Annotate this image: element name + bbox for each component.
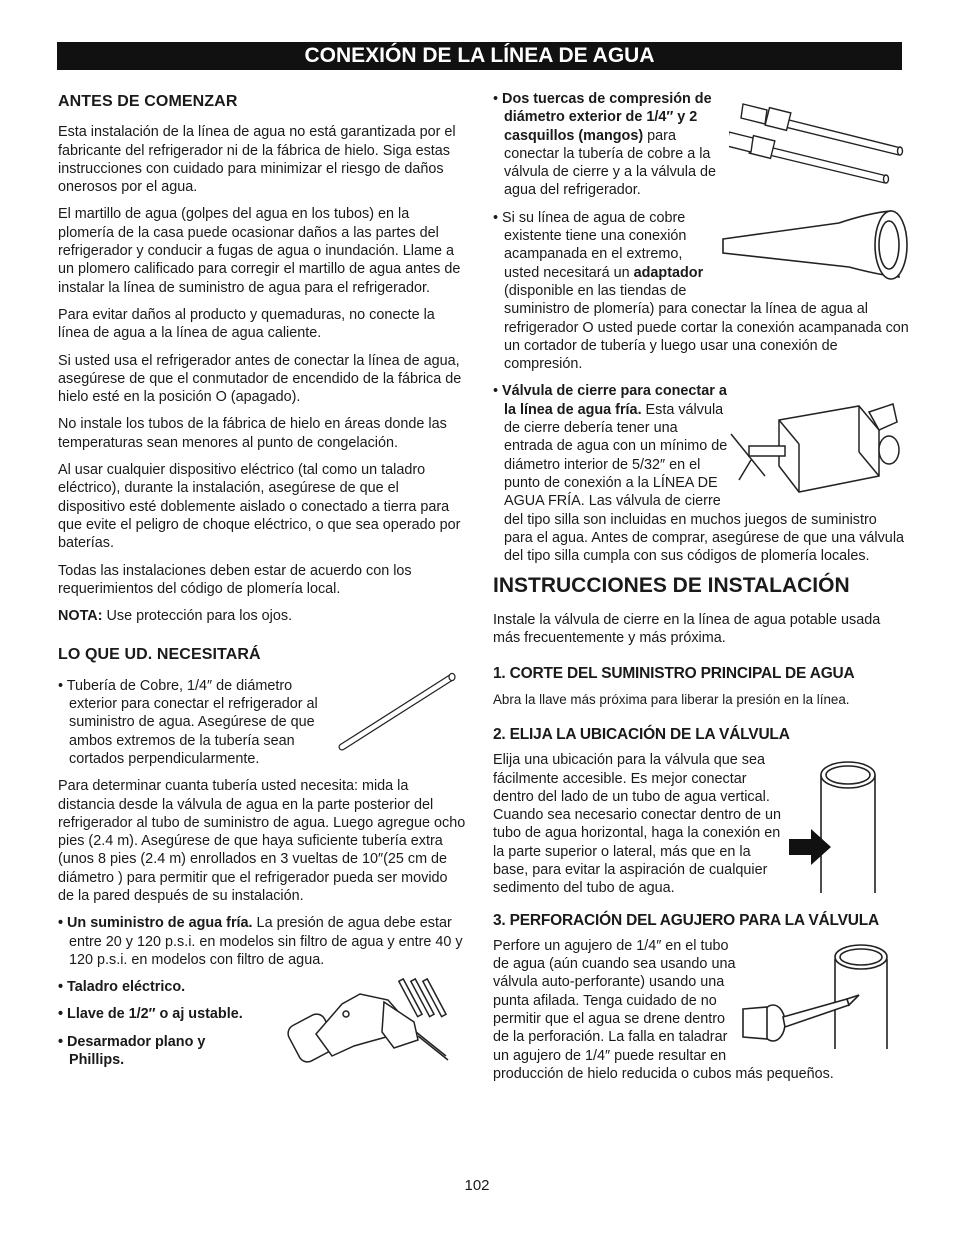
before-heading: ANTES DE COMENZAR bbox=[58, 93, 238, 110]
flared-adapter-label: adaptador bbox=[633, 264, 704, 281]
flared-adapter-item: • Si su línea de agua de cobre existente tiene una conexión acampanada en el extremo, usted necesitará un adaptador (disponible en las tiendas de suministro de plomería) para conectar la línea de agua al refrigerador O usted puede cortar la conexión acampanada con un cortador de tubería y luego usar una conexión de compresión. bbox=[493, 209, 909, 373]
paragraph-tube-length: Para determinar cuanta tubería usted necesita: mida la distancia desde la válvula de agua en la parte posterior del refrigerador al tubo de suministro de agua. Luego agregue ocho pies (2.4 m). Asegúrese de que haya suficiente tubería extra (unos 8 pies (2.4 m) enrollados en 3 vueltas de 10″(25 cm de diámetro ) para permitir que el refrigerador pueda ser movido de la pared después de su instalación. bbox=[58, 778, 466, 904]
paragraph-hot-water: Para evitar daños al producto y quemaduras, no conecte la línea de agua a la línea de agua caliente. bbox=[58, 306, 435, 342]
compression-nuts-item: • Dos tuercas de compresión de diámetro exterior de 1/4″ y 2 casquillos (mangos) para conectar la tubería de cobre a la válvula de cierre y a la válvula de agua del refrigerador. bbox=[493, 91, 716, 199]
paragraph-icemaker-switch: Si usted usa el refrigerador antes de conectar la línea de agua, asegúrese de que el conmutador de encendido de la fábrica de hielo esté en la posición O (apagado). bbox=[58, 352, 462, 406]
note-text: Use protección para los ojos. bbox=[102, 608, 293, 625]
drill-bit-pipe-illustration bbox=[737, 939, 909, 1049]
note-label: NOTA: bbox=[58, 608, 103, 625]
paragraph-freezing: No instale los tubos de la fábrica de hielo en áreas donde las temperaturas sean menores al punto de congelación. bbox=[58, 416, 447, 451]
shutoff-valve-label: Válvula de cierre para conectar a la línea de agua fría. bbox=[502, 383, 727, 418]
note bbox=[58, 607, 466, 625]
need-heading: LO QUE UD. NECESITARÁ bbox=[58, 646, 261, 664]
step2-title: 2. ELIJA LA UBICACIÓN DE LA VÁLVULA bbox=[493, 725, 790, 743]
flared-text-b: (disponible en las tiendas de suministro de plomería) para conectar la línea de agua al refrigerador O usted puede cortar la conexión acampanada con un cortador de tubería y luego usar una conexión de compresión. bbox=[504, 282, 909, 373]
step1-title: 1. CORTE DEL SUMINISTRO PRINCIPAL DE AGUA bbox=[493, 665, 855, 683]
step3-title: 3. PERFORACIÓN DEL AGUJERO PARA LA VÁLVULA bbox=[493, 911, 880, 929]
install-intro: Instale la válvula de cierre en la línea de agua potable usada más frecuentemente y más próxima. bbox=[493, 611, 881, 647]
vertical-pipe-arrow-illustration bbox=[789, 757, 909, 893]
shutoff-valve-item: • Válvula de cierre para conectar a la línea de agua fría. Esta válvula de cierre debería tener una entrada de agua con un mínimo de diámetro interior de 5/32″ en el punto de conexión a la LÍNEA DE AGUA FRÍA. Las válvula de cierre del tipo silla son incluidas en muchos juegos de suministro para el agua. Antes de comprar, asegúrese de que una válvula del tipo silla cumpla con sus códigos de plomería locales. bbox=[493, 383, 905, 565]
power-drill-illustration bbox=[270, 976, 466, 1074]
copper-tube-item: • Tubería de Cobre, 1/4″ de diámetro exterior para conectar el refrigerador al suministro de agua. Asegúrese de que ambos extremos de la tubería sean cortados perpendicularmente. bbox=[58, 677, 318, 767]
shutoff-valve-text: Esta válvula de cierre debería tener una entrada de agua con un mínimo de diámetro interior de 5/32″ en el punto de conexión a la LÍNEA DE AGUA FRÍA. Las válvula de cierre del tipo silla son incluidas en muchos juegos de suministro para el agua. Antes de comprar, asegúrese de que una válvula del tipo silla cumpla con sus códigos de plomería locales. bbox=[504, 401, 905, 565]
drill-item: • Taladro eléctrico. bbox=[58, 979, 186, 996]
step2-text: Elija una ubicación para la válvula que sea fácilmente accesible. Es mejor conectar dentro del lado de un tubo de agua vertical. Cuando sea necesario conectar dentro de un tubo de agua horizontal, haga la conexión en la parte superior o lateral, más que en la base, para evitar la aspiración de cualquier sedimento del tubo de agua. bbox=[493, 752, 782, 897]
paragraph-electric-device: Al usar cualquier dispositivo eléctrico (tal como un taladro eléctrico), durante la instalación, asegúrese de que el dispositivo esté doblemente aislado o conectado a tierra para que evite el peligro de choque eléctrico, o que sea operado por baterías. bbox=[58, 462, 461, 552]
paragraph-water-hammer: El martillo de agua (golpes del agua en los tubos) en la plomería de la casa puede ocasionar daños a las partes del refrigerador y conducir a fugas de agua o inundación. Llame a un plomero calificado para corregir el martillo de agua antes de instalar la línea de suministro de agua para el refrigerador. bbox=[58, 206, 461, 296]
flared-adapter-illustration bbox=[719, 205, 909, 289]
step3-text: Perfore un agujero de 1/4″ en el tubo de agua (aún cuando sea usando una válvula auto-perforante) usando una punta afilada. Tenga cuidado de no permitir que el agua se drene dentro de la perforación. La falla en taladrar un agujero de 1/4″ puede resultar en producción de hielo reducida o cubos más pequeños. bbox=[493, 937, 834, 1082]
compression-nuts-text: para conectar la tubería de cobre a la válvula de cierre y a la válvula de agua del refrigerador. bbox=[504, 127, 716, 199]
compression-nuts-illustration bbox=[729, 90, 909, 190]
paragraph-warranty: Esta instalación de la línea de agua no está garantizada por el fabricante del refrigerador ni de la fábrica de hielo. Siga estas instrucciones con cuidado para minimizar el riesgo de daños onerosos por el agua. bbox=[58, 124, 456, 196]
page-number: 102 bbox=[464, 1177, 490, 1194]
step1-text: Abra la llave más próxima para liberar la presión en la línea. bbox=[493, 691, 850, 707]
right-column bbox=[493, 90, 909, 1092]
cold-water-item bbox=[58, 914, 466, 969]
paragraph-plumbing-code: Todas las instalaciones deben estar de acuerdo con los requerimientos del código de plomería local. bbox=[58, 562, 412, 597]
left-column bbox=[58, 93, 466, 1078]
compression-nuts-label: Dos tuercas de compresión de diámetro exterior de 1/4″ y 2 casquillos (mangos) bbox=[502, 91, 712, 144]
cold-water-text: La presión de agua debe estar entre 20 y 120 p.s.i. en modelos sin filtro de agua y entre 40 y 120 p.s.i. en modelos con filtro de agua. bbox=[69, 915, 463, 968]
cold-water-label: • Un suministro de agua fría. bbox=[58, 915, 253, 932]
flared-text-a: Si su línea de agua de cobre existente tiene una conexión acampanada en el extremo, usted necesitará un bbox=[502, 209, 687, 281]
install-heading: INSTRUCCIONES DE INSTALACIÓN bbox=[493, 574, 850, 598]
shutoff-valve-illustration bbox=[729, 400, 909, 500]
screwdriver-item: • Desarmador plano y Phillips. bbox=[58, 1033, 206, 1069]
section-title-banner: CONEXIÓN DE LA LÍNEA DE AGUA bbox=[57, 42, 902, 70]
wrench-item: • Llave de 1/2″ o aj ustable. bbox=[58, 1006, 243, 1023]
copper-tube-illustration bbox=[328, 669, 466, 759]
